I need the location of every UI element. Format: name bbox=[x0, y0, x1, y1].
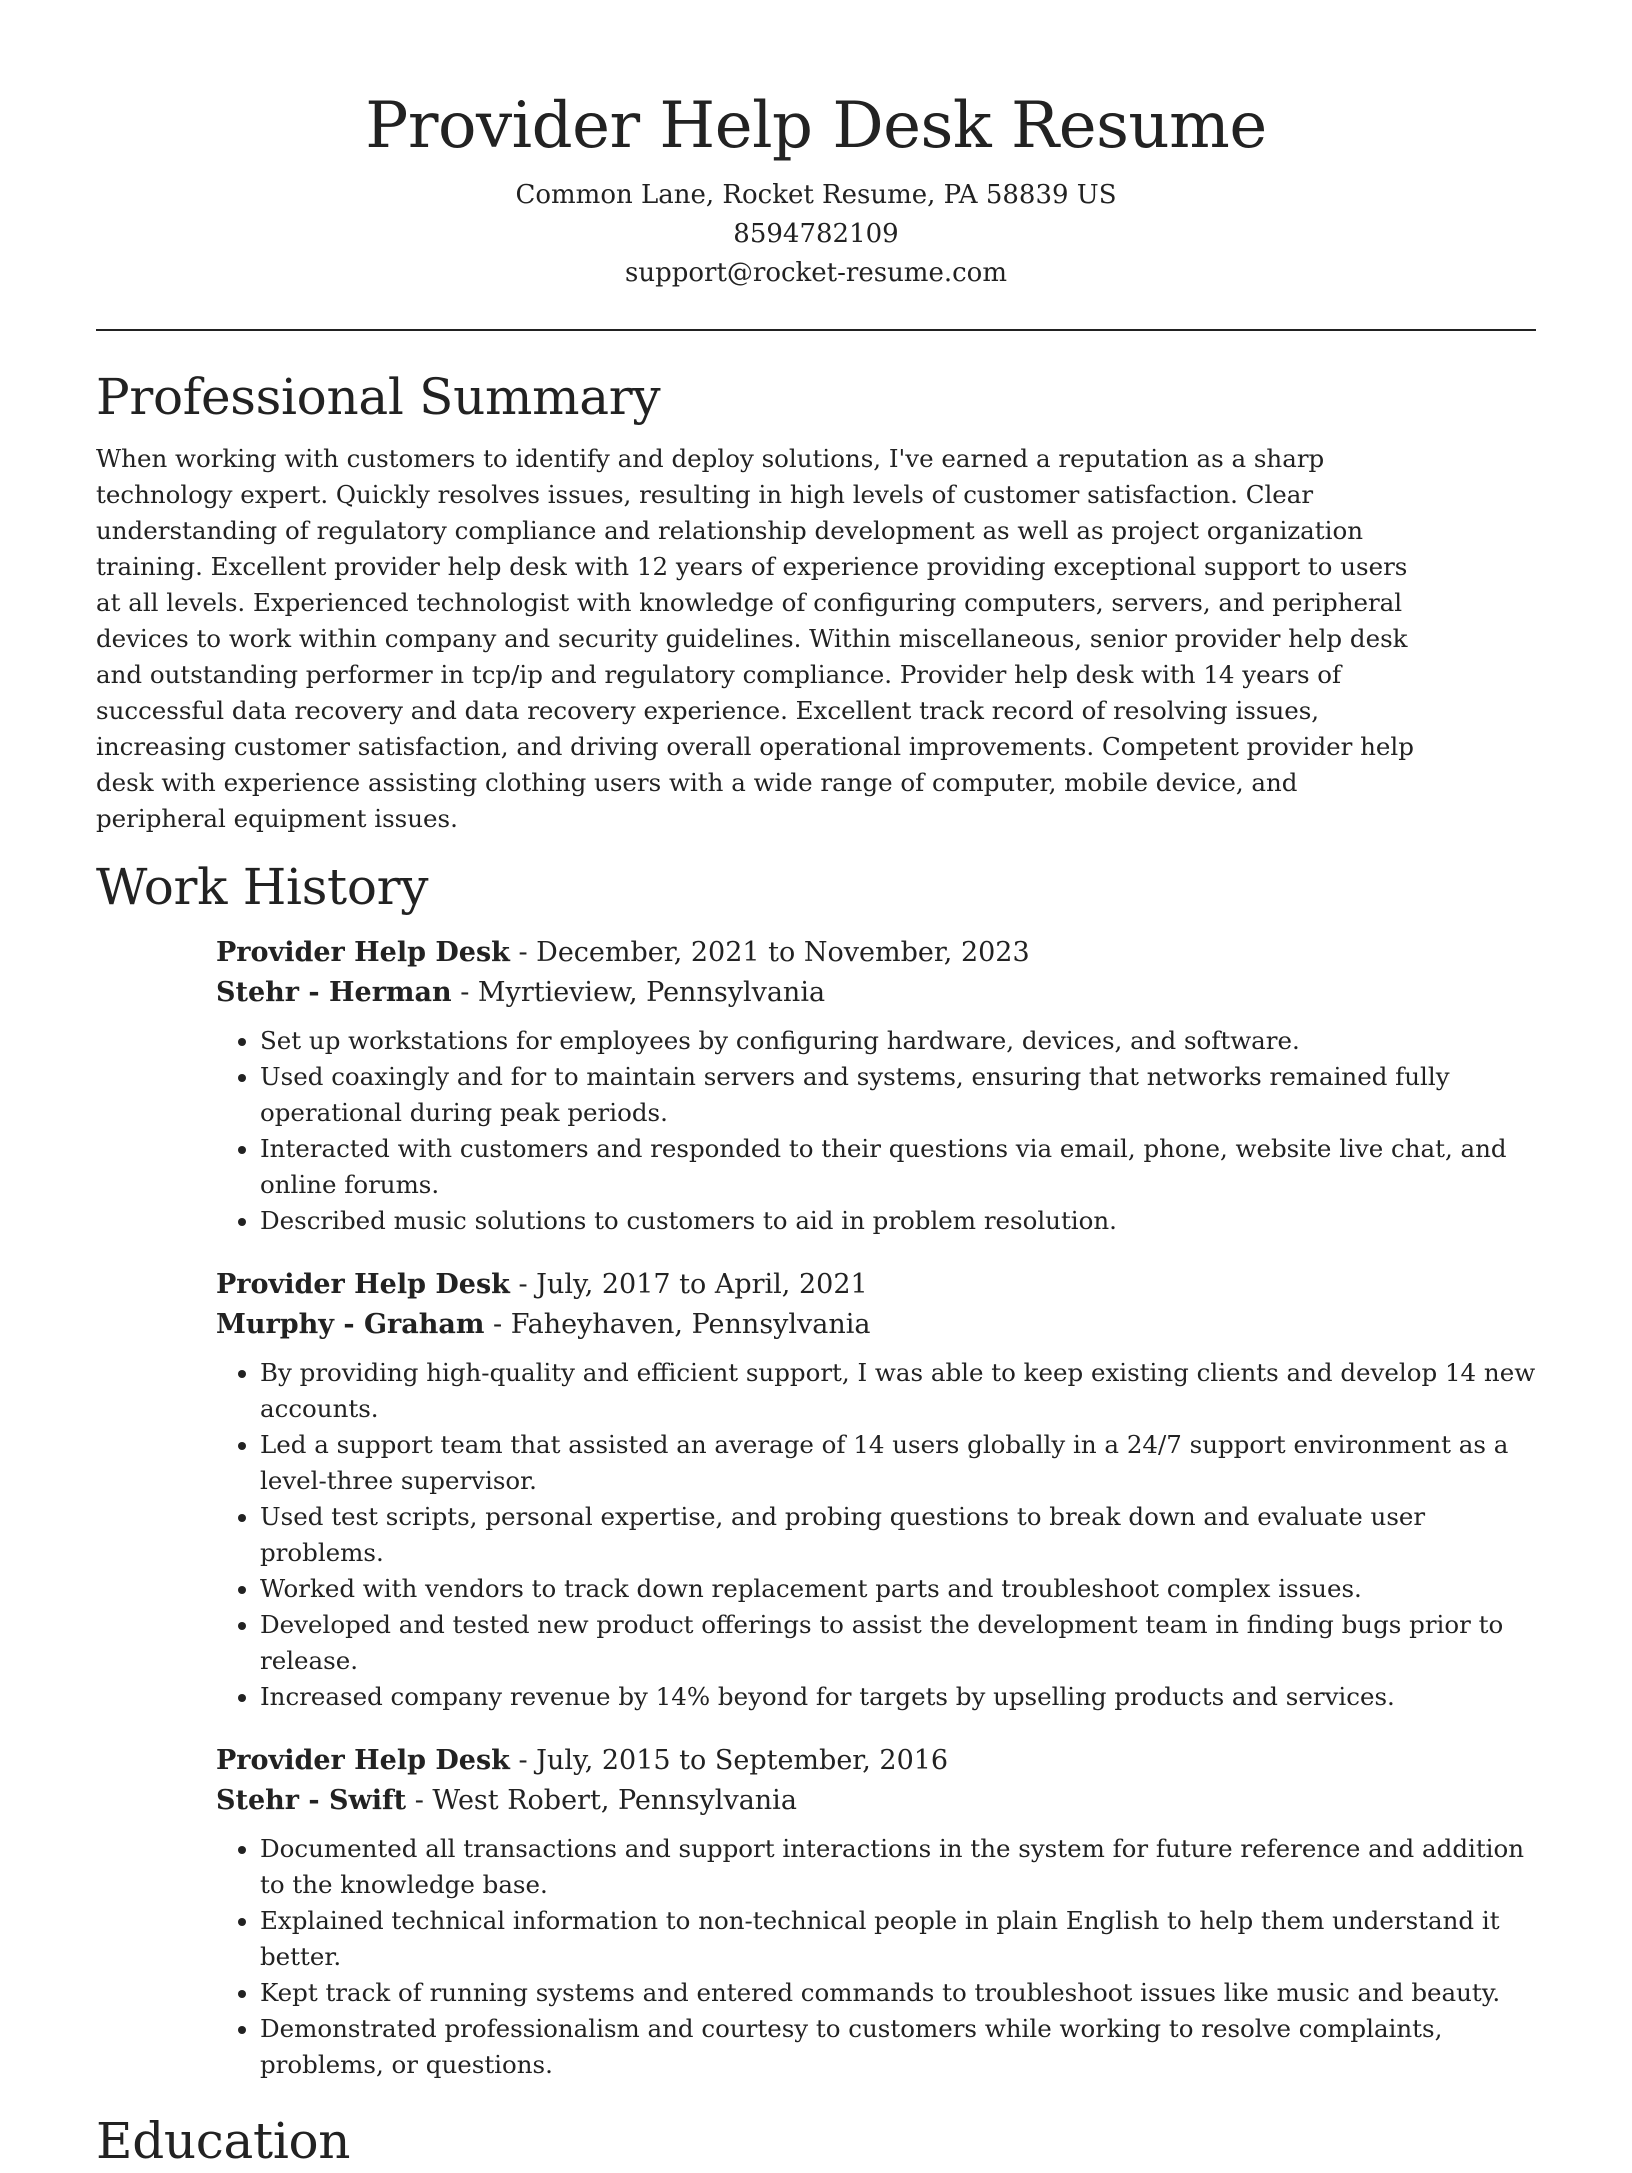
job-bullet: • Kept track of running systems and entered commands to troubleshoot issues like music and beauty. bbox=[260, 1975, 1536, 2011]
job-role: Provider Help Desk bbox=[216, 1269, 510, 1300]
job-bullet: • By providing high-quality and efficient support, I was able to keep existing clients and develop 14 new accounts. bbox=[260, 1355, 1536, 1427]
job-role-line bbox=[216, 933, 1536, 973]
summary-heading: Professional Summary bbox=[96, 368, 661, 426]
job-dates: - July, 2015 to September, 2016 bbox=[509, 1745, 949, 1776]
job-company-line bbox=[216, 1781, 1536, 1821]
job-bullet: • Increased company revenue by 14% beyond for targets by upselling products and services. bbox=[260, 1679, 1536, 1715]
job-entry bbox=[216, 1265, 1536, 1715]
contact-info bbox=[96, 176, 1536, 293]
job-location: - Myrtieview, Pennsylvania bbox=[451, 977, 826, 1008]
resume-header bbox=[96, 0, 1536, 293]
job-role-line bbox=[216, 1741, 1536, 1781]
job-location: - Faheyhaven, Pennsylvania bbox=[484, 1309, 871, 1340]
job-company: Murphy - Graham bbox=[216, 1309, 485, 1340]
job-company: Stehr - Swift bbox=[216, 1785, 407, 1816]
job-bullet: • Set up workstations for employees by configuring hardware, devices, and software. bbox=[260, 1023, 1536, 1059]
job-role: Provider Help Desk bbox=[216, 1745, 510, 1776]
job-bullet: • Explained technical information to non-technical people in plain English to help them understand it better. bbox=[260, 1903, 1536, 1975]
contact-email: support@rocket-resume.com bbox=[624, 258, 1007, 288]
job-bullet: • Used coaxingly and for to maintain servers and systems, ensuring that networks remained fully operational during peak periods. bbox=[260, 1059, 1536, 1131]
job-bullet: • Led a support team that assisted an average of 14 users globally in a 24/7 support environment as a level-three supervisor. bbox=[260, 1427, 1536, 1499]
job-role-line bbox=[216, 1265, 1536, 1305]
contact-phone: 8594782109 bbox=[733, 219, 899, 249]
job-entry bbox=[216, 1741, 1536, 2083]
summary-text: When working with customers to identify and deploy solutions, I've earned a reputation as a sharp technology expert. Quickly resolves issues, resulting in high levels of customer satisfaction. Clear understanding of regulatory compliance and relationship development as well as project organization training. Excellent provider help desk with 12 years of experience providing exceptional support to users at all levels. Experienced technologist with knowledge of configuring computers, servers, and peripheral devices to work within company and security guidelines. Within miscellaneous, senior provider help desk and outstanding performer in tcp/ip and regulatory compliance. Provider help desk with 14 years of successful data recovery and data recovery experience. Excellent track record of resolving issues, increasing customer satisfaction, and driving overall operational improvements. Competent provider help desk with experience assisting clothing users with a wide range of computer, mobile device, and peripheral equipment issues. bbox=[96, 444, 1414, 833]
resume-page bbox=[96, 0, 1536, 2173]
job-dates: - July, 2017 to April, 2021 bbox=[509, 1269, 868, 1300]
job-bullets bbox=[216, 1023, 1536, 1239]
job-company-line bbox=[216, 973, 1536, 1013]
job-bullet: • Worked with vendors to track down replacement parts and troubleshoot complex issues. bbox=[260, 1571, 1536, 1607]
job-company: Stehr - Herman bbox=[216, 977, 452, 1008]
job-bullet: • Used test scripts, personal expertise, and probing questions to break down and evaluate user problems. bbox=[260, 1499, 1536, 1571]
job-bullet: • Developed and tested new product offerings to assist the development team in finding bugs prior to release. bbox=[260, 1607, 1536, 1679]
job-bullet: • Documented all transactions and support interactions in the system for future reference and addition to the knowledge base. bbox=[260, 1831, 1536, 1903]
job-bullet: • Interacted with customers and responded to their questions via email, phone, website live chat, and online forums. bbox=[260, 1131, 1536, 1203]
education-heading: Education bbox=[96, 2112, 351, 2170]
work-history-list bbox=[216, 933, 1536, 2083]
job-bullet: • Described music solutions to customers to aid in problem resolution. bbox=[260, 1203, 1536, 1239]
job-bullets bbox=[216, 1831, 1536, 2083]
job-entry bbox=[216, 933, 1536, 1239]
job-bullets bbox=[216, 1355, 1536, 1715]
contact-address: Common Lane, Rocket Resume, PA 58839 US bbox=[515, 180, 1117, 210]
resume-title: Provider Help Desk Resume bbox=[365, 89, 1267, 163]
job-role: Provider Help Desk bbox=[216, 937, 510, 968]
work-history-heading: Work History bbox=[96, 858, 429, 916]
header-divider bbox=[96, 329, 1536, 331]
job-bullet: • Demonstrated professionalism and courtesy to customers while working to resolve complaints, problems, or questions. bbox=[260, 2011, 1536, 2083]
job-company-line bbox=[216, 1305, 1536, 1345]
job-dates: - December, 2021 to November, 2023 bbox=[509, 937, 1030, 968]
job-location: - West Robert, Pennsylvania bbox=[406, 1785, 797, 1816]
